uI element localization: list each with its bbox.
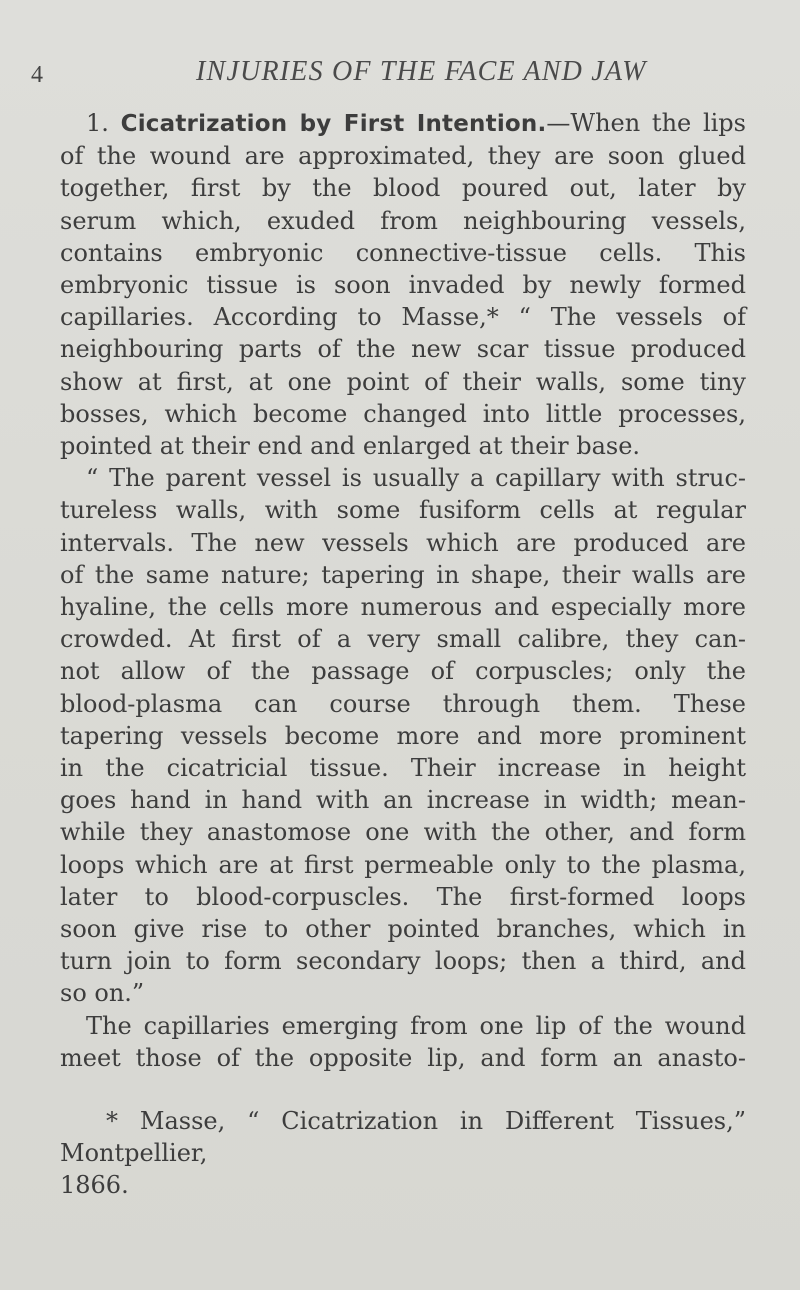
paragraph-2-line: so on.” xyxy=(60,979,145,1008)
running-head: INJURIES OF THE FACE AND JAW xyxy=(196,56,647,87)
paragraph-1-line: serum which, exuded from neighbouring vessels, xyxy=(60,206,746,235)
footnote xyxy=(60,1105,746,1201)
paragraph-2-line: of the same nature; tapering in shape, their walls are xyxy=(60,560,746,589)
paragraph-3-line: The capillaries emerging from one lip of the wound xyxy=(86,1011,746,1040)
paragraph-1-line: embryonic tissue is soon invaded by newly formed xyxy=(60,271,746,300)
paragraph-2-line: hyaline, the cells more numerous and especially more xyxy=(60,593,746,622)
paragraph-1-line: capillaries. According to Masse,* “ The vessels of xyxy=(60,303,746,332)
paragraph-3-line: meet those of the opposite lip, and form an anasto- xyxy=(60,1043,746,1072)
paragraph-1-line: pointed at their end and enlarged at their base. xyxy=(60,432,641,461)
section-heading: Cicatrization by First Intention. xyxy=(120,111,547,137)
paragraph-2-line: crowded. At first of a very small calibre, they can- xyxy=(60,625,746,654)
body-text xyxy=(60,107,746,1074)
paragraph-2-line: turn join to form secondary loops; then a third, and xyxy=(60,947,746,976)
paragraph-1-line: contains embryonic connective-tissue cells. This xyxy=(60,238,746,267)
paragraph-2-line: later to blood-corpuscles. The first-formed loops xyxy=(60,882,746,911)
paragraph-2-line: tureless walls, with some fusiform cells at regular xyxy=(60,496,746,525)
paragraph-2-line: “ The parent vessel is usually a capillary with struc- xyxy=(86,464,746,493)
paragraph-1-line-1 xyxy=(60,107,746,140)
paragraph-2-line: in the cicatricial tissue. Their increase in height xyxy=(60,754,746,783)
paragraph-2-line: not allow of the passage of corpuscles; only the xyxy=(60,657,746,686)
paragraph-2-line: soon give rise to other pointed branches, which in xyxy=(60,915,746,944)
paragraph-1-line: of the wound are approximated, they are soon glued xyxy=(60,142,746,171)
footnote-line-1: * Masse, “ Cicatrization in Different Tissues,” Montpellier, xyxy=(60,1107,746,1167)
paragraph-1-line: together, first by the blood poured out, later by xyxy=(60,174,746,203)
paragraph-1-line: show at first, at one point of their walls, some tiny xyxy=(60,367,746,396)
paragraph-2-line: intervals. The new vessels which are produced are xyxy=(60,528,746,557)
footnote-line-2: 1866. xyxy=(60,1171,129,1199)
paragraph-2-line: tapering vessels become more and more prominent xyxy=(60,721,746,750)
paragraph-1-line: —When the lips xyxy=(546,109,746,137)
section-number: 1. xyxy=(86,109,109,137)
paragraph-1-line: neighbouring parts of the new scar tissue produced xyxy=(60,335,746,364)
paragraph-2-line: loops which are at first permeable only to the plasma, xyxy=(60,850,746,879)
page-number: 4 xyxy=(31,62,43,88)
paragraph-2-line: goes hand in hand with an increase in width; mean- xyxy=(60,786,746,815)
paragraph-2-line: while they anastomose one with the other, and form xyxy=(60,818,746,847)
paragraph-2-line: blood-plasma can course through them. These xyxy=(60,689,746,718)
paragraph-1-line: bosses, which become changed into little processes, xyxy=(60,399,746,428)
